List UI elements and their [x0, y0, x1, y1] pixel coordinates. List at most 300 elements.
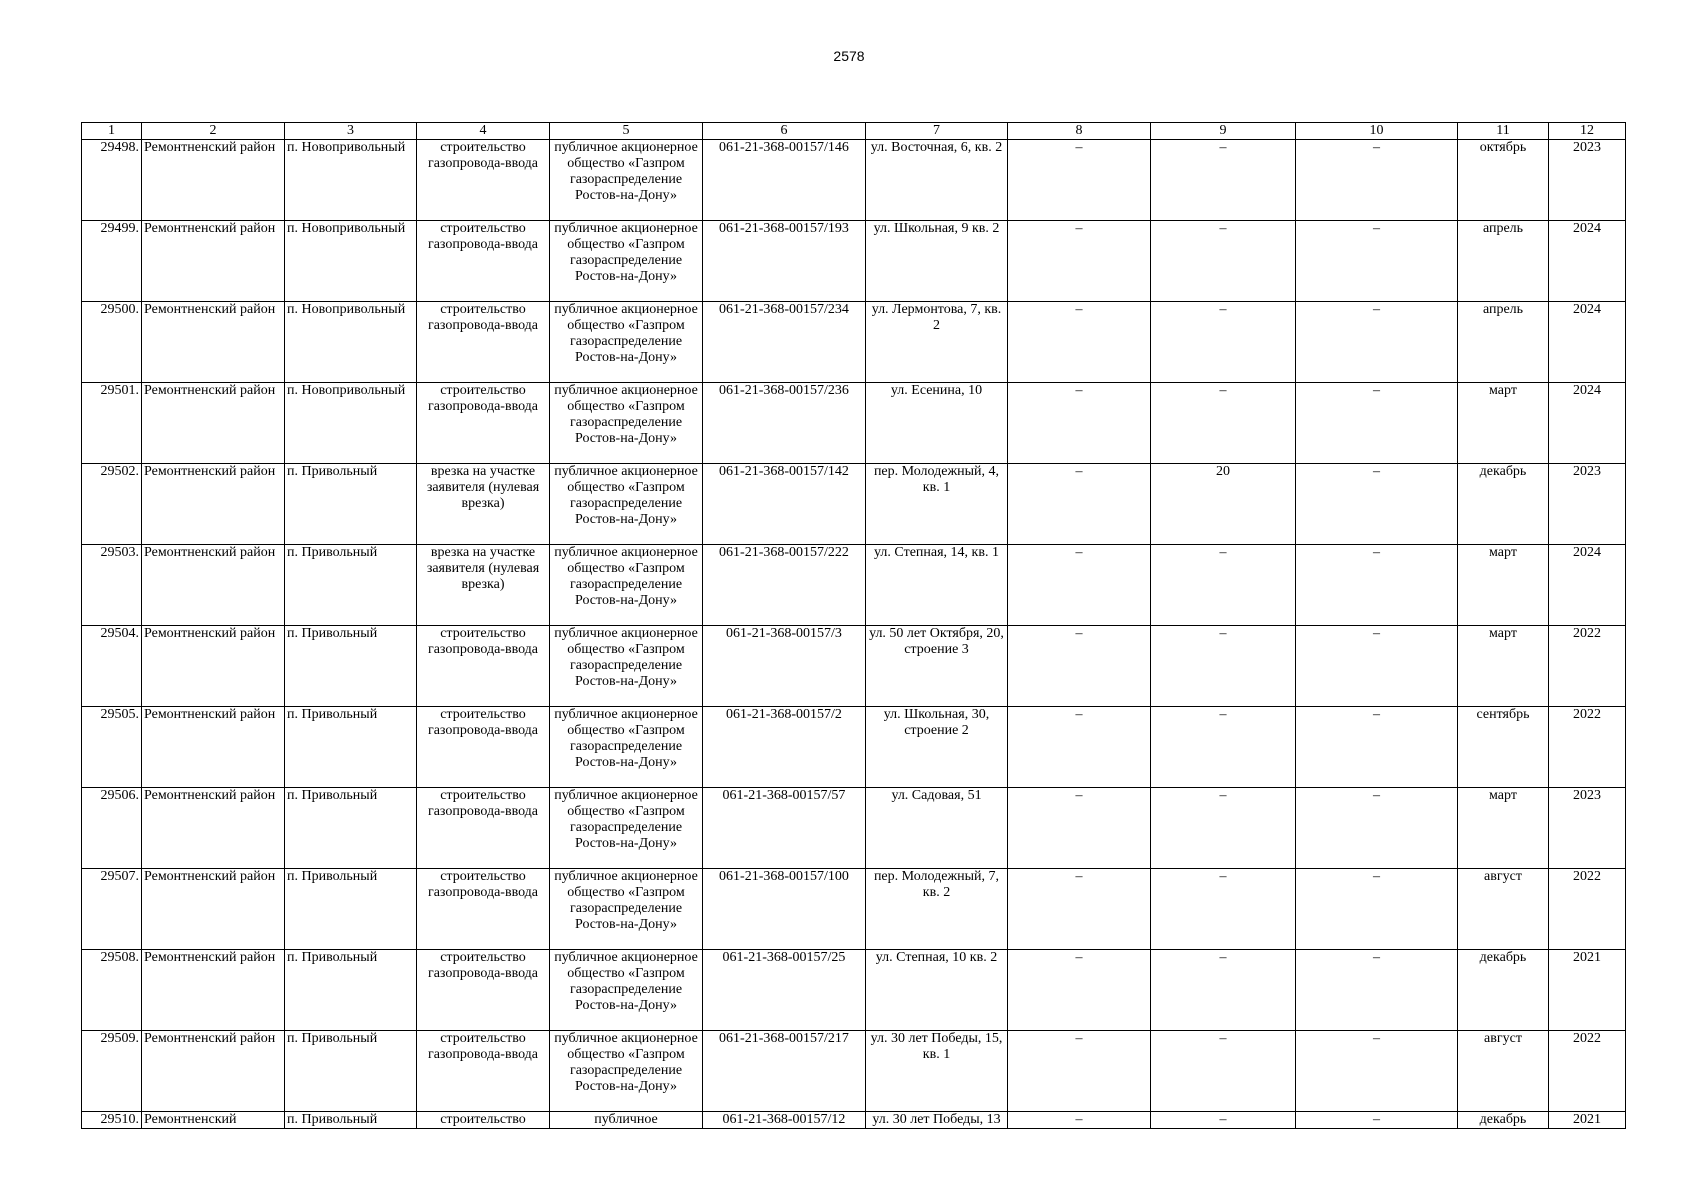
cell-year — [1549, 464, 1626, 545]
work-type-text: строительство газопровода-ввода — [427, 221, 539, 252]
object-code-text: 061-21-368-00157/234 — [719, 302, 849, 317]
year-text: 2022 — [1573, 707, 1601, 722]
cell-month — [1458, 464, 1549, 545]
cell-column-8-value — [1008, 626, 1151, 707]
cell-owner — [550, 626, 703, 707]
cell-district — [142, 1031, 285, 1112]
district-text: Ремонтненский район — [144, 950, 276, 965]
column-header: 4 — [417, 123, 550, 140]
year-text: 2022 — [1573, 1031, 1601, 1046]
cell-address — [866, 869, 1008, 950]
column-9-value-text: – — [1219, 707, 1227, 722]
year-text: 2023 — [1573, 788, 1601, 803]
cell-row-number — [82, 383, 142, 464]
month-text: сентябрь — [1476, 707, 1530, 722]
cell-work-type — [417, 1112, 550, 1129]
month-text: октябрь — [1479, 140, 1527, 155]
month-text: декабрь — [1479, 950, 1527, 965]
cell-column-9-value — [1151, 950, 1296, 1031]
cell-address — [866, 626, 1008, 707]
district-text: Ремонтненский район — [144, 1031, 276, 1046]
locality-text: п. Привольный — [287, 1112, 378, 1127]
cell-column-9-value — [1151, 140, 1296, 221]
column-8-value-text: – — [1075, 545, 1083, 560]
cell-address — [866, 302, 1008, 383]
work-type-text: строительство газопровода-ввода — [427, 302, 539, 333]
column-header: 3 — [285, 123, 417, 140]
column-9-value-text: – — [1219, 950, 1227, 965]
cell-owner — [550, 788, 703, 869]
column-9-value-text: 20 — [1216, 464, 1230, 479]
cell-column-8-value — [1008, 1112, 1151, 1129]
owner-text: публичное акционерное общество «Газпром газораспределение Ростов-на-Дону» — [554, 707, 698, 770]
column-8-value-text: – — [1075, 221, 1083, 236]
table-row — [82, 1112, 1626, 1129]
cell-owner — [550, 707, 703, 788]
cell-owner — [550, 1031, 703, 1112]
cell-work-type — [417, 707, 550, 788]
cell-object-code — [703, 221, 866, 302]
work-type-text: строительство газопровода-ввода — [427, 788, 539, 819]
cell-object-code — [703, 545, 866, 626]
locality-text: п. Привольный — [287, 464, 378, 479]
column-8-value-text: – — [1075, 869, 1083, 884]
address-text: ул. Школьная, 30, строение 2 — [883, 707, 990, 738]
cell-owner — [550, 140, 703, 221]
column-8-value-text: – — [1075, 707, 1083, 722]
cell-district — [142, 788, 285, 869]
locality-text: п. Привольный — [287, 707, 378, 722]
column-8-value-text: – — [1075, 383, 1083, 398]
row-number-text: 29500. — [100, 302, 139, 317]
column-8-value-text: – — [1075, 1031, 1083, 1046]
owner-text: публичное акционерное общество «Газпром газораспределение Ростов-на-Дону» — [554, 869, 698, 932]
cell-owner — [550, 221, 703, 302]
cell-work-type — [417, 788, 550, 869]
cell-object-code — [703, 626, 866, 707]
cell-column-10-value — [1296, 464, 1458, 545]
cell-row-number — [82, 869, 142, 950]
table-row — [82, 950, 1626, 1031]
cell-column-9-value — [1151, 221, 1296, 302]
year-text: 2024 — [1573, 383, 1601, 398]
object-code-text: 061-21-368-00157/236 — [719, 383, 849, 398]
locality-text: п. Привольный — [287, 545, 378, 560]
address-text: ул. 30 лет Победы, 13 — [872, 1112, 1001, 1127]
year-text: 2023 — [1573, 464, 1601, 479]
owner-text: публичное акционерное общество «Газпром газораспределение Ростов-на-Дону» — [554, 383, 698, 446]
cell-address — [866, 221, 1008, 302]
cell-month — [1458, 302, 1549, 383]
row-number-text: 29498. — [100, 140, 139, 155]
cell-work-type — [417, 302, 550, 383]
cell-locality — [285, 869, 417, 950]
column-header: 9 — [1151, 123, 1296, 140]
owner-text: публичное акционерное общество «Газпром газораспределение Ростов-на-Дону» — [554, 302, 698, 365]
cell-locality — [285, 221, 417, 302]
table-row — [82, 383, 1626, 464]
row-number-text: 29504. — [100, 626, 139, 641]
cell-column-10-value — [1296, 626, 1458, 707]
owner-text: публичное акционерное общество «Газпром газораспределение Ростов-на-Дону» — [554, 464, 698, 527]
object-code-text: 061-21-368-00157/222 — [719, 545, 849, 560]
cell-column-10-value — [1296, 302, 1458, 383]
column-9-value-text: – — [1219, 302, 1227, 317]
column-9-value-text: – — [1219, 383, 1227, 398]
cell-address — [866, 1112, 1008, 1129]
month-text: март — [1489, 383, 1517, 398]
row-number-text: 29499. — [100, 221, 139, 236]
owner-text: публичное акционерное общество «Газпром газораспределение Ростов-на-Дону» — [554, 1031, 698, 1094]
cell-district — [142, 626, 285, 707]
cell-column-9-value — [1151, 545, 1296, 626]
cell-month — [1458, 788, 1549, 869]
column-10-value-text: – — [1373, 464, 1380, 479]
table-row — [82, 1031, 1626, 1112]
table-row — [82, 221, 1626, 302]
cell-object-code — [703, 950, 866, 1031]
cell-work-type — [417, 869, 550, 950]
row-number-text: 29502. — [100, 464, 139, 479]
cell-address — [866, 1031, 1008, 1112]
cell-work-type — [417, 545, 550, 626]
locality-text: п. Новопривольный — [287, 383, 406, 398]
month-text: апрель — [1482, 221, 1524, 236]
cell-work-type — [417, 626, 550, 707]
month-text: март — [1489, 788, 1517, 803]
address-text: пер. Молодежный, 7, кв. 2 — [873, 869, 1000, 900]
district-text: Ремонтненский район — [144, 302, 276, 317]
column-header: 7 — [866, 123, 1008, 140]
table-row — [82, 869, 1626, 950]
cell-object-code — [703, 464, 866, 545]
cell-month — [1458, 545, 1549, 626]
cell-district — [142, 464, 285, 545]
month-text: март — [1489, 626, 1517, 641]
cell-column-8-value — [1008, 788, 1151, 869]
cell-year — [1549, 221, 1626, 302]
year-text: 2023 — [1573, 140, 1601, 155]
cell-row-number — [82, 221, 142, 302]
cell-address — [866, 464, 1008, 545]
column-10-value-text: – — [1373, 383, 1380, 398]
column-9-value-text: – — [1219, 221, 1227, 236]
cell-column-9-value — [1151, 1031, 1296, 1112]
column-8-value-text: – — [1075, 788, 1083, 803]
address-text: ул. 30 лет Победы, 15, кв. 1 — [870, 1031, 1003, 1062]
column-header: 8 — [1008, 123, 1151, 140]
cell-month — [1458, 1031, 1549, 1112]
cell-address — [866, 140, 1008, 221]
month-text: август — [1484, 1031, 1522, 1046]
cell-column-10-value — [1296, 869, 1458, 950]
cell-column-10-value — [1296, 221, 1458, 302]
table-row — [82, 788, 1626, 869]
cell-year — [1549, 1112, 1626, 1129]
cell-year — [1549, 869, 1626, 950]
column-header: 5 — [550, 123, 703, 140]
cell-work-type — [417, 950, 550, 1031]
column-8-value-text: – — [1075, 1112, 1083, 1127]
district-text: Ремонтненский район — [144, 383, 276, 398]
row-number-text: 29503. — [100, 545, 139, 560]
work-type-text: строительство газопровода-ввода — [427, 1031, 539, 1062]
cell-owner — [550, 869, 703, 950]
register-body — [82, 140, 1626, 1129]
month-text: декабрь — [1479, 1112, 1527, 1127]
cell-column-9-value — [1151, 626, 1296, 707]
cell-owner — [550, 950, 703, 1031]
cell-address — [866, 707, 1008, 788]
column-header: 10 — [1296, 123, 1458, 140]
cell-month — [1458, 626, 1549, 707]
object-code-text: 061-21-368-00157/142 — [719, 464, 849, 479]
cell-column-9-value — [1151, 1112, 1296, 1129]
cell-district — [142, 221, 285, 302]
cell-object-code — [703, 1112, 866, 1129]
cell-column-8-value — [1008, 302, 1151, 383]
cell-row-number — [82, 707, 142, 788]
table-row — [82, 464, 1626, 545]
cell-work-type — [417, 383, 550, 464]
cell-row-number — [82, 464, 142, 545]
work-type-text: строительство газопровода-ввода — [427, 950, 539, 981]
column-8-value-text: – — [1075, 464, 1083, 479]
row-number-text: 29509. — [100, 1031, 139, 1046]
work-type-text: строительство газопровода-ввода — [427, 626, 539, 657]
cell-row-number — [82, 1112, 142, 1129]
year-text: 2021 — [1573, 1112, 1601, 1127]
address-text: пер. Молодежный, 4, кв. 1 — [873, 464, 1000, 495]
address-text: ул. Степная, 14, кв. 1 — [874, 545, 999, 560]
address-text: ул. Есенина, 10 — [890, 383, 983, 398]
column-8-value-text: – — [1075, 302, 1083, 317]
cell-locality — [285, 464, 417, 545]
locality-text: п. Привольный — [287, 1031, 378, 1046]
cell-column-10-value — [1296, 1112, 1458, 1129]
address-text: ул. Садовая, 51 — [891, 788, 982, 803]
object-code-text: 061-21-368-00157/193 — [719, 221, 849, 236]
month-text: март — [1489, 545, 1517, 560]
column-9-value-text: – — [1219, 869, 1227, 884]
year-text: 2024 — [1573, 302, 1601, 317]
district-text: Ремонтненский район — [144, 626, 276, 641]
column-header: 1 — [82, 123, 142, 140]
column-10-value-text: – — [1373, 626, 1380, 641]
month-text: декабрь — [1479, 464, 1527, 479]
cell-locality — [285, 140, 417, 221]
cell-column-10-value — [1296, 1031, 1458, 1112]
column-10-value-text: – — [1373, 1112, 1380, 1127]
cell-district — [142, 383, 285, 464]
column-10-value-text: – — [1373, 950, 1380, 965]
cell-column-8-value — [1008, 1031, 1151, 1112]
locality-text: п. Привольный — [287, 626, 378, 641]
cell-object-code — [703, 302, 866, 383]
cell-column-8-value — [1008, 869, 1151, 950]
cell-column-10-value — [1296, 383, 1458, 464]
cell-work-type — [417, 464, 550, 545]
cell-row-number — [82, 302, 142, 383]
cell-work-type — [417, 1031, 550, 1112]
work-type-text: строительство — [440, 1112, 526, 1127]
district-text: Ремонтненский район — [144, 464, 276, 479]
work-type-text: строительство газопровода-ввода — [427, 140, 539, 171]
work-type-text: врезка на участке заявителя (нулевая врезка) — [426, 545, 540, 592]
cell-row-number — [82, 950, 142, 1031]
cell-locality — [285, 626, 417, 707]
owner-text: публичное акционерное общество «Газпром газораспределение Ростов-на-Дону» — [554, 626, 698, 689]
year-text: 2024 — [1573, 221, 1601, 236]
column-10-value-text: – — [1373, 302, 1380, 317]
cell-column-9-value — [1151, 302, 1296, 383]
district-text: Ремонтненский район — [144, 140, 276, 155]
table-row — [82, 626, 1626, 707]
cell-object-code — [703, 140, 866, 221]
column-10-value-text: – — [1373, 545, 1380, 560]
cell-year — [1549, 383, 1626, 464]
address-text: ул. Лермонтова, 7, кв. 2 — [871, 302, 1002, 333]
cell-year — [1549, 950, 1626, 1031]
cell-owner — [550, 545, 703, 626]
cell-locality — [285, 950, 417, 1031]
cell-year — [1549, 545, 1626, 626]
cell-owner — [550, 302, 703, 383]
cell-object-code — [703, 1031, 866, 1112]
cell-column-9-value — [1151, 464, 1296, 545]
cell-column-10-value — [1296, 788, 1458, 869]
cell-address — [866, 545, 1008, 626]
district-text: Ремонтненский район — [144, 221, 276, 236]
address-text: ул. 50 лет Октября, 20, строение 3 — [869, 626, 1004, 657]
cell-row-number — [82, 1031, 142, 1112]
cell-column-8-value — [1008, 950, 1151, 1031]
object-code-text: 061-21-368-00157/3 — [726, 626, 842, 641]
work-type-text: строительство газопровода-ввода — [427, 383, 539, 414]
cell-district — [142, 950, 285, 1031]
owner-text: публичное акционерное общество «Газпром газораспределение Ростов-на-Дону» — [554, 140, 698, 203]
column-9-value-text: – — [1219, 788, 1227, 803]
district-text: Ремонтненский район — [144, 788, 276, 803]
column-9-value-text: – — [1219, 1031, 1227, 1046]
district-text: Ремонтненский район — [144, 869, 276, 884]
owner-text: публичное акционерное общество «Газпром газораспределение Ростов-на-Дону» — [554, 545, 698, 608]
column-9-value-text: – — [1219, 545, 1227, 560]
cell-column-8-value — [1008, 707, 1151, 788]
column-8-value-text: – — [1075, 140, 1083, 155]
cell-year — [1549, 140, 1626, 221]
cell-column-9-value — [1151, 383, 1296, 464]
column-header: 11 — [1458, 123, 1549, 140]
locality-text: п. Новопривольный — [287, 221, 406, 236]
cell-row-number — [82, 626, 142, 707]
year-text: 2021 — [1573, 950, 1601, 965]
cell-column-9-value — [1151, 869, 1296, 950]
month-text: август — [1484, 869, 1522, 884]
work-type-text: строительство газопровода-ввода — [427, 707, 539, 738]
column-8-value-text: – — [1075, 950, 1083, 965]
row-number-text: 29506. — [100, 788, 139, 803]
cell-year — [1549, 626, 1626, 707]
column-10-value-text: – — [1373, 1031, 1380, 1046]
table-row — [82, 140, 1626, 221]
address-text: ул. Восточная, 6, кв. 2 — [870, 140, 1003, 155]
year-text: 2022 — [1573, 626, 1601, 641]
cell-locality — [285, 707, 417, 788]
cell-work-type — [417, 140, 550, 221]
column-9-value-text: – — [1219, 626, 1227, 641]
object-code-text: 061-21-368-00157/146 — [719, 140, 849, 155]
cell-year — [1549, 302, 1626, 383]
month-text: апрель — [1482, 302, 1524, 317]
work-type-text: врезка на участке заявителя (нулевая врезка) — [426, 464, 540, 511]
row-number-text: 29507. — [100, 869, 139, 884]
column-10-value-text: – — [1373, 140, 1380, 155]
column-9-value-text: – — [1219, 140, 1227, 155]
owner-text: публичное — [594, 1112, 658, 1127]
row-number-text: 29508. — [100, 950, 139, 965]
row-number-text: 29510. — [100, 1112, 139, 1127]
cell-column-9-value — [1151, 788, 1296, 869]
cell-district — [142, 1112, 285, 1129]
cell-column-10-value — [1296, 950, 1458, 1031]
column-number-row — [82, 123, 1626, 140]
cell-district — [142, 302, 285, 383]
cell-row-number — [82, 788, 142, 869]
address-text: ул. Степная, 10 кв. 2 — [875, 950, 998, 965]
cell-district — [142, 545, 285, 626]
cell-district — [142, 140, 285, 221]
owner-text: публичное акционерное общество «Газпром газораспределение Ростов-на-Дону» — [554, 950, 698, 1013]
column-8-value-text: – — [1075, 626, 1083, 641]
cell-object-code — [703, 869, 866, 950]
cell-row-number — [82, 140, 142, 221]
locality-text: п. Привольный — [287, 869, 378, 884]
column-10-value-text: – — [1373, 221, 1380, 236]
object-code-text: 061-21-368-00157/217 — [719, 1031, 849, 1046]
cell-address — [866, 788, 1008, 869]
column-header: 12 — [1549, 123, 1626, 140]
year-text: 2022 — [1573, 869, 1601, 884]
row-number-text: 29505. — [100, 707, 139, 722]
column-10-value-text: – — [1373, 707, 1380, 722]
cell-month — [1458, 707, 1549, 788]
cell-column-8-value — [1008, 464, 1151, 545]
column-10-value-text: – — [1373, 788, 1380, 803]
object-code-text: 061-21-368-00157/57 — [722, 788, 846, 803]
cell-object-code — [703, 788, 866, 869]
cell-district — [142, 869, 285, 950]
cell-month — [1458, 221, 1549, 302]
cell-object-code — [703, 383, 866, 464]
cell-owner — [550, 464, 703, 545]
cell-locality — [285, 788, 417, 869]
work-type-text: строительство газопровода-ввода — [427, 869, 539, 900]
object-code-text: 061-21-368-00157/2 — [726, 707, 842, 722]
cell-year — [1549, 707, 1626, 788]
cell-column-8-value — [1008, 221, 1151, 302]
cell-locality — [285, 1031, 417, 1112]
cell-locality — [285, 302, 417, 383]
cell-row-number — [82, 545, 142, 626]
column-header: 6 — [703, 123, 866, 140]
cell-month — [1458, 1112, 1549, 1129]
object-code-text: 061-21-368-00157/25 — [722, 950, 846, 965]
table-row — [82, 545, 1626, 626]
cell-column-8-value — [1008, 140, 1151, 221]
column-9-value-text: – — [1219, 1112, 1227, 1127]
table-row — [82, 302, 1626, 383]
